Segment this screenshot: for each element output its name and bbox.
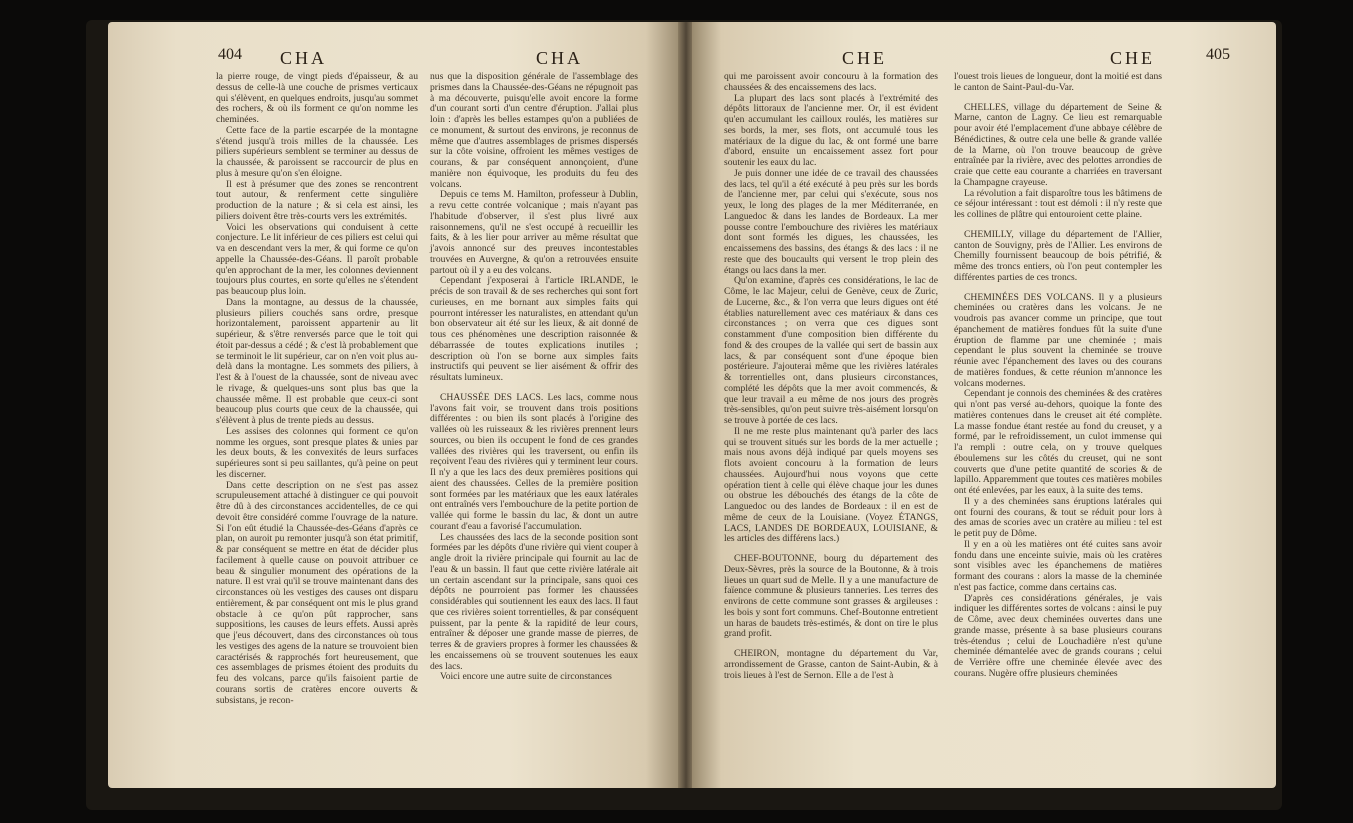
paragraph: Voici encore une autre suite de circonstances: [440, 671, 612, 683]
right-page: [692, 22, 1276, 788]
paragraph: Cependant je connois des cheminées & des cratères qui n'ont pas versé au-dehors, quoique la fonte des matières contenues dans le creuset ait été complète. La masse fondue étant restée au fond du creuset, y a formé, par le refroidissement, un culot immense qui l'a rempli : outre cela, on y trouve quelques éboulemens sur les côtés du creuset, qui ne sont couverts que d'une petite quantité de scories & de lapillo. Apparemment que toutes ces matières mobiles ont été enlevées, par les eaux, à la suite des tems.: [954, 388, 1162, 496]
entry-chemilly: CHEMILLY, village du département de l'Allier, canton de Souvigny, près de l'Allier. Les environs de Chemilly fournissent beaucoup de bois pétrifié, & même des troncs entiers, où l'on peut contempler les différentes parties de ces troncs.: [954, 228, 1162, 283]
left-page: [108, 22, 680, 788]
text-column-1: [216, 72, 418, 706]
paragraph: D'après ces considérations générales, je vais indiquer les différentes sortes de volcans : ainsi le puy de Côme, avec deux cheminées ouvertes dans une grande masse, présente à sa base plusieurs courans très-étendus ; celui de Louchadière n'est qu'une cheminée démantelée avec de grands courans ; celui de Verrière offre une cheminée élevée avec des courans. Nugère offre plusieurs cheminées: [954, 592, 1162, 679]
paragraph: Dans cette description on ne s'est pas assez scrupuleusement attaché à distinguer ce qui pouvoit être dû à des circonstances accidentelles, de ce qui devoit être considéré comme l'ouvrage de la nature. Si l'on eût étudié la Chaussée-des-Géans d'après ce plan, on auroit pu remonter jusqu'à son état primitif, & par conséquent se mettre en état de décider plus facilement à quelle cause on pouvoit attribuer ce beau & singulier monument des opérations de la nature. Il est vrai qu'il se trouve maintenant dans des circonstances où les vestiges des causes ont disparu entièrement, & par conséquent ont mis le plus grand obstacle à ce qu'on pût rapprocher, sans suppositions, les causes de leurs effets. Aussi après que j'eus découvert, dans des circonstances où tous les vestiges des agens de la nature se trouvoient bien caractérisés & rapprochés fort heureusement, que ces assemblages de prismes étoient des produits du feu des volcans, parce qu'ils faisoient partie de courans sortis de cratères encore ouverts & subsistans, je recon-: [216, 479, 418, 706]
paragraph: Depuis ce tems M. Hamilton, professeur à Dublin, a revu cette contrée volcanique ; mais n'ayant pas l'habitude d'observer, il s'est plus livré aux raisonnemens, qu'il ne s'est occupé à recueillir les faits, & à les lier pour arriver au même résultat que j'avois annoncé sur des preuves incontestables trouvées en Auvergne, & qu'on a retrouvées ensuite partout où il y a eu des volcans.: [430, 189, 638, 276]
paragraph: Il est à présumer que des zones se rencontrent tout autour, & renferment cette singulière production de la nature ; & si cela est ainsi, les piliers doivent être très-courts vers les extrémités.: [216, 178, 418, 222]
entry-chelles: CHELLES, village du département de Seine & Marne, canton de Lagny. Ce lieu est remarquable pour avoir été l'emplacement d'une abbaye célèbre de Bénédictines, & outre cela une belle & grande vallée de la Marne, où l'on trouve beaucoup de grève entraînée par la rivière, avec des pelottes arrondies de craie que cette eau courante a charriées en traversant la Champagne crayeuse.: [954, 101, 1162, 188]
entry-chaussee-des-lacs: CHAUSSÉE DES LACS. Les lacs, comme nous l'avons fait voir, se trouvent dans trois positions différentes : ou bien ils sont placés à l'origine des vallées où les ruisseaux & les rivières prennent leurs sources, ou bien ils occupent le fond de ces grandes vallées des rivières qui les traversent, ou enfin ils reçoivent l'eau des rivières qui y terminent leur cours. Il n'y a que les lacs des deux premières positions qui aient des chaussées. Celles de la première position sont formées par les matériaux que les eaux latérales ont entraînés vers l'embouchure de la petite portion de vallée qui forme le bassin du lac, & dont un autre courant d'eau a favorisé l'accumulation.: [430, 391, 638, 532]
paragraph: Cependant j'exposerai à l'article IRLANDE, le précis de son travail & de ses recherches qui sont fort curieuses, en me bornant aux simples faits qui pourront intéresser les naturalistes, en attendant qu'un bon observateur ait été sur les lieux, & ait donné de tous ces phénomènes une description raisonnée & débarrassée de toutes explications inutiles ; description où l'on se borne aux simples faits instructifs qui peuvent se lier aisément & offrir des résultats lumineux.: [430, 275, 638, 383]
paragraph: Les assises des colonnes qui forment ce qu'on nomme les orgues, sont presque plates & unies par les deux bouts, & les convexités de leurs surfaces supérieures sont si peu saillantes, qu'à peine on peut les discerner.: [216, 425, 418, 480]
paragraph: La révolution a fait disparoître tous les bâtimens de ce séjour intéressant : tout est démoli : il n'y reste que les collines de plâtre qui entouroient cette plaine.: [954, 187, 1162, 220]
paragraph: la pierre rouge, de vingt pieds d'épaisseur, & au dessus de celle-là une couche de prismes verticaux qui s'élèvent, en quelques endroits, jusqu'au sommet des rochers, & où ils forment ce qu'on nomme les cheminées.: [216, 71, 418, 125]
page-number: 404: [218, 46, 242, 63]
paragraph: Il y en a où les matières ont été cuites sans avoir fondu dans une enceinte suivie, mais où les cratères sont visibles avec les épanchemens de matières formant des courans : alors la masse de la cheminée n'est pas factice, comme dans certains cas.: [954, 538, 1162, 593]
paragraph: Il y a des cheminées sans éruptions latérales qui ont fourni des courans, & tout se réduit pour lors à des amas de scories avec un cratère au milieu : tel est le petit puy de Dôme.: [954, 495, 1162, 539]
running-head-left: CHA: [280, 48, 328, 68]
paragraph: Dans la montagne, au dessus de la chaussée, plusieurs piliers couchés sans ordre, presque horizontalement, paroissent appartenir au lit supérieur, & s'être renversés parce que le toit qui étoit par-dessus a cédé ; & c'est là probablement que se terminoit le lit supérieur, car on n'en voit plus au-delà dans la montagne. Les sommets des piliers, à l'est & à l'ouest de la chaussée, sont de niveau avec le rivage, & quelques-uns sont plus bas que la chaussée même. Il est probable que ceux-ci sont beaucoup plus courts que ceux de la chaussée, qui s'élèvent à plus de trente pieds au dessus.: [216, 296, 418, 426]
paragraph: La plupart des lacs sont placés à l'extrémité des dépôts littoraux de l'ancienne mer. Or, il est évident qu'en accumulant les cailloux roulés, les matières sur ses bords, la mer, ses flots, ont accumulé tous les matériaux de la digue du lac, & ont formé une barre d'abord, ensuite un encaissement assez fort pour soutenir les eaux du lac.: [724, 92, 938, 168]
paragraph: qui me paroissent avoir concouru à la formation des chaussées & des encaissemens des lacs.: [724, 71, 938, 93]
paragraph: l'ouest trois lieues de longueur, dont la moitié est dans le canton de Saint-Paul-du-Var.: [954, 71, 1162, 93]
paragraph: Cette face de la partie escarpée de la montagne s'étend jusqu'à trois milles de la chaussée. Les piliers supérieurs semblent se terminer au dessus de la chaussée, & paroissent se raccourcir de plus en plus à mesure qu'on s'en éloigne.: [216, 124, 418, 179]
entry-cheminees-des-volcans: CHEMINÉES DES VOLCANS. Il y a plusieurs cheminées ou cratères dans les volcans. Je ne voudrois pas avancer comme un principe, que tout épanchement de matières fondues fût la suite d'une éruption de flamme par une cheminée ; mais cependant le plus souvent la cheminée se trouve réunie avec l'épanchement des laves ou des courans de matières fondues, & cette réunion m'annonce les volcans modernes.: [954, 291, 1162, 389]
entry-chef-boutonne: CHEF-BOUTONNE, bourg du département des Deux-Sèvres, près la source de la Boutonne, & à trois lieues un quart sud de Melle. Il y a une manufacture de faïence commune & plusieurs tanneries. Les terres des environs de cette commune sont grasses & argileuses : les bois y sont fort communs. Chef-Boutonne entretient un haras de baudets très-estimés, & dont on tire le plus grand profit.: [724, 553, 938, 640]
paragraph: Voici les observations qui conduisent à cette conjecture. Le lit inférieur de ces piliers est celui qui va en descendant vers la mer, & qui forme ce qu'on appelle la Chaussée-des-Géans. Il paroît probable qu'en approchant de la mer, les colonnes deviennent toujours plus courtes, en sorte qu'elles ne s'étendent pas beaucoup plus loin.: [216, 221, 418, 297]
page-number: 405: [1206, 46, 1230, 63]
running-head-left: CHE: [842, 48, 887, 68]
text-column-1: [724, 72, 938, 681]
paragraph: Il ne me reste plus maintenant qu'à parler des lacs qui se trouvent situés sur les bords de la mer actuelle ; mais nous avons déjà indiqué par quels moyens ses flots avoient concouru à la formation de leurs chaussées. Aujourd'hui nous voyons que cette opération tient à celle qui élève chaque jour les dunes ou obstrue les débouchés des étangs de la côte de Languedoc ou des landes de Bordeaux : il en est de même de ceux de la Louisiane. (Voyez ÉTANGS, LACS, LANDES DE BORDEAUX, LOUISIANE, & les articles des différens lacs.): [724, 425, 938, 545]
text-column-2: [954, 72, 1162, 680]
paragraph: Les chaussées des lacs de la seconde position sont formées par les dépôts d'une rivière qui vient couper à angle droit la rivière principale qui fournit au lac de l'eau & un bassin. Il faut que cette rivière latérale ait un certain ascendant sur la principale, sans quoi ces dépôts ne pourroient pas former les chaussées considérables qui soutiennent les eaux des lacs. Il faut que ces rivières soient torrentielles, & par conséquent puissent, par la pente & la rapidité de leur cours, entraîner & déposer une grande masse de pierres, de terres & de graviers propres à former les chaussées & les encaissemens où se trouvent soutenues les eaux des lacs.: [430, 531, 638, 672]
running-head-right: CHE: [1110, 48, 1155, 68]
paragraph: Qu'on examine, d'après ces considérations, le lac de Côme, le lac Majeur, celui de Genève, ceux de Zuric, de Lucerne, &c., & l'on verra que leurs digues ont été établies naturellement avec ces matériaux & dans ces circonstances ; on verra que ces digues sont constamment d'une composition bien différente du fond & des croupes de la vallée qui sert de bassin aux lacs, & par conséquent sont d'une époque bien postérieure. J'ajouterai même que les rivières latérales & torrentielles ont, dans plusieurs circonstances, complété les dépôts que la mer avoit commencés, & que leur travail a eu même de nos jours des progrès très-sensibles, qu'on peut suivre très-aisément lorsqu'on se trouve à portée de ces lacs.: [724, 275, 938, 426]
text-column-2: [430, 72, 638, 683]
entry-cheiron: CHEIRON, montagne du département du Var, arrondissement de Grasse, canton de Saint-Aubin, & à trois lieues à l'est de Sernon. Elle a de l'est à: [724, 648, 938, 681]
paragraph: Je puis donner une idée de ce travail des chaussées des lacs, tel qu'il a été exécuté à peu près sur les bords de l'ancienne mer, par celui qui s'exécute, sous nos yeux, le long des plages de la mer Méditerranée, en Languedoc & dans les landes de Bordeaux. La mer pousse contre l'embouchure des rivières les matériaux dont sont formés les digues, les chaussées, les encaissemens des bassins, des étangs & des lacs : il ne reste que des boucaults qui versent le trop plein des étangs ou lacs dans la mer.: [724, 167, 938, 276]
running-head-right: CHA: [536, 48, 584, 68]
paragraph: nus que la disposition générale de l'assemblage des prismes dans la Chaussée-des-Géans ne répugnoit pas à ma découverte, puisqu'elle avoit encore la forme d'un courant sorti d'un centre d'éruption. J'allai plus loin : d'après les belles estampes qu'on a publiées de ce monument, & surtout des environs, je reconnus de même que d'autres assemblages de prismes dispersés sur la côte voisine, offroient les mêmes vestiges de courans, & par conséquent annonçoient, d'une manière non équivoque, les produits du feu des volcans.: [430, 71, 638, 190]
